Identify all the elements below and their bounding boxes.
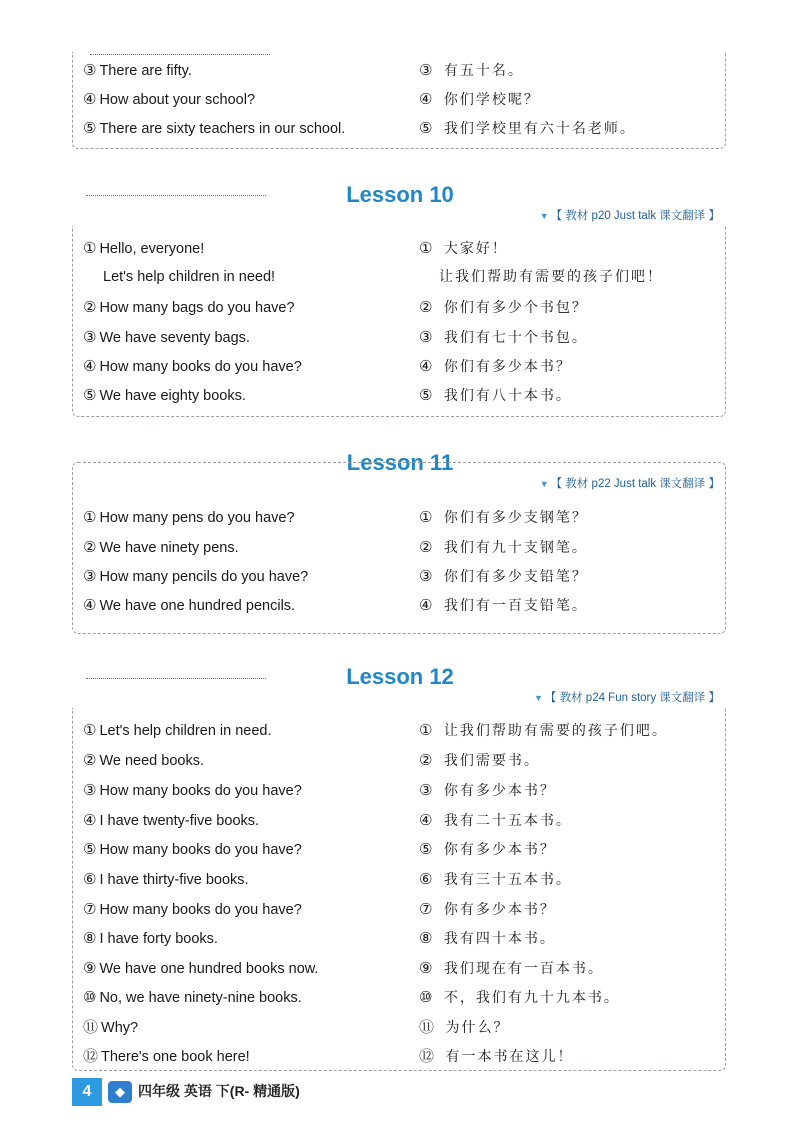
list-item (83, 926, 725, 950)
page-number: 4 (72, 1078, 102, 1106)
english-line: ③ How many pencils do you have? (83, 567, 309, 585)
chinese-line: ① 大家好！ (419, 239, 508, 257)
english-line: ③ There are fifty. (83, 61, 192, 79)
chinese-line: ③ 你们有多少支铅笔？ (419, 567, 588, 585)
chinese-line: ⑨ 我们现在有一百本书。 (419, 959, 604, 977)
triangle-icon: ▼ (539, 479, 549, 489)
english-line: ④ How many books do you have? (83, 357, 302, 375)
list-item (83, 867, 725, 891)
english-line: ④ I have twenty-five books. (83, 811, 260, 829)
english-line: ① How many pens do you have? (83, 508, 295, 526)
list-item (83, 956, 725, 980)
chinese-line: ⑤ 我们学校里有六十名老师。 (419, 119, 636, 137)
chinese-line: ③ 有五十名。 (419, 61, 524, 79)
chinese-line: ⑫ 有一本书在这儿！ (419, 1047, 574, 1065)
chinese-line: ④ 我们有一百支铅笔。 (419, 596, 588, 614)
chinese-line: ① 你们有多少支钢笔？ (419, 508, 588, 526)
list-item (83, 778, 725, 802)
english-line: Let's help children in need! (103, 269, 276, 285)
english-line: ⑤ There are sixty teachers in our school. (83, 119, 346, 137)
list-item (83, 295, 725, 319)
chinese-line: ⑧ 我有四十本书。 (419, 929, 556, 947)
book-title: 四年级 英语 下(R- 精通版) (138, 1083, 300, 1099)
list-item (83, 236, 725, 260)
textbook-reference: ▼ 【 教材 p22 Just talk 课文翻译 】 (539, 478, 720, 490)
list-item (83, 718, 725, 742)
list-item (83, 265, 725, 289)
english-line: ① Let's help children in need. (83, 721, 272, 739)
english-line: ⑦ How many books do you have? (83, 900, 302, 918)
list-item (83, 1015, 725, 1039)
list-item (83, 837, 725, 861)
english-line: ⑩ No, we have ninety-nine books. (83, 988, 302, 1006)
english-line: ⑪ Why? (83, 1018, 139, 1036)
divider (90, 54, 270, 55)
list-item (83, 116, 725, 140)
list-item (83, 985, 725, 1009)
chinese-line: ⑤ 我们有八十本书。 (419, 386, 572, 404)
chinese-line: ④ 你们有多少本书？ (419, 357, 572, 375)
list-item (83, 564, 725, 588)
textbook-reference: ▼ 【 教材 p20 Just talk 课文翻译 】 (539, 210, 720, 222)
lesson-title: Lesson 10 (346, 182, 454, 207)
textbook-reference: ▼ 【 教材 p24 Fun story 课文翻译 】 (533, 692, 720, 704)
chinese-line: ③ 你有多少本书？ (419, 781, 556, 799)
chinese-line: 让我们帮助有需要的孩子们吧！ (439, 269, 663, 285)
english-line: ④ We have one hundred pencils. (83, 596, 296, 614)
english-line: ③ We have seventy bags. (83, 328, 250, 346)
english-line: ⑫ There's one book here! (83, 1047, 250, 1065)
chinese-line: ⑪ 为什么？ (419, 1018, 510, 1036)
lesson-box (72, 708, 726, 1071)
list-item (83, 1044, 725, 1068)
list-item (83, 535, 725, 559)
list-item (83, 325, 725, 349)
chinese-line: ⑦ 你有多少本书？ (419, 900, 556, 918)
lesson-box (72, 226, 726, 417)
chinese-line: ⑥ 我有三十五本书。 (419, 870, 572, 888)
list-item (83, 87, 725, 111)
lesson-box (72, 462, 726, 634)
chinese-line: ① 让我们帮助有需要的孩子们吧。 (419, 721, 668, 739)
lesson-title: Lesson 12 (346, 664, 454, 689)
english-line: ⑤ How many books do you have? (83, 840, 302, 858)
list-item (83, 505, 725, 529)
chinese-line: ② 我们有九十支钢笔。 (419, 538, 588, 556)
list-item (83, 58, 725, 82)
english-line: ⑥ I have thirty-five books. (83, 870, 249, 888)
triangle-icon: ▼ (533, 693, 543, 703)
chinese-line: ④ 我有二十五本书。 (419, 811, 572, 829)
triangle-icon: ▼ (539, 211, 549, 221)
chinese-line: ② 你们有多少个书包？ (419, 298, 588, 316)
list-item (83, 808, 725, 832)
english-line: ⑤ We have eighty books. (83, 386, 246, 404)
english-line: ① Hello, everyone! (83, 239, 205, 257)
english-line: ② We have ninety pens. (83, 538, 239, 556)
english-line: ③ How many books do you have? (83, 781, 302, 799)
chinese-line: ④ 你们学校呢？ (419, 90, 540, 108)
english-line: ⑧ I have forty books. (83, 929, 218, 947)
english-line: ② How many bags do you have? (83, 298, 295, 316)
chinese-line: ⑤ 你有多少本书？ (419, 840, 556, 858)
top-section (72, 52, 726, 149)
chinese-line: ② 我们需要书。 (419, 751, 540, 769)
list-item (83, 748, 725, 772)
list-item (83, 897, 725, 921)
chinese-line: ⑩ 不，我们有九十九本书。 (419, 988, 620, 1006)
brand-logo-icon: ◆ (108, 1081, 132, 1103)
english-line: ⑨ We have one hundred books now. (83, 959, 319, 977)
english-line: ④ How about your school? (83, 90, 256, 108)
chinese-line: ③ 我们有七十个书包。 (419, 328, 588, 346)
list-item (83, 354, 725, 378)
list-item (83, 383, 725, 407)
lesson-title: Lesson 11 (346, 450, 454, 475)
list-item (83, 593, 725, 617)
english-line: ② We need books. (83, 751, 204, 769)
